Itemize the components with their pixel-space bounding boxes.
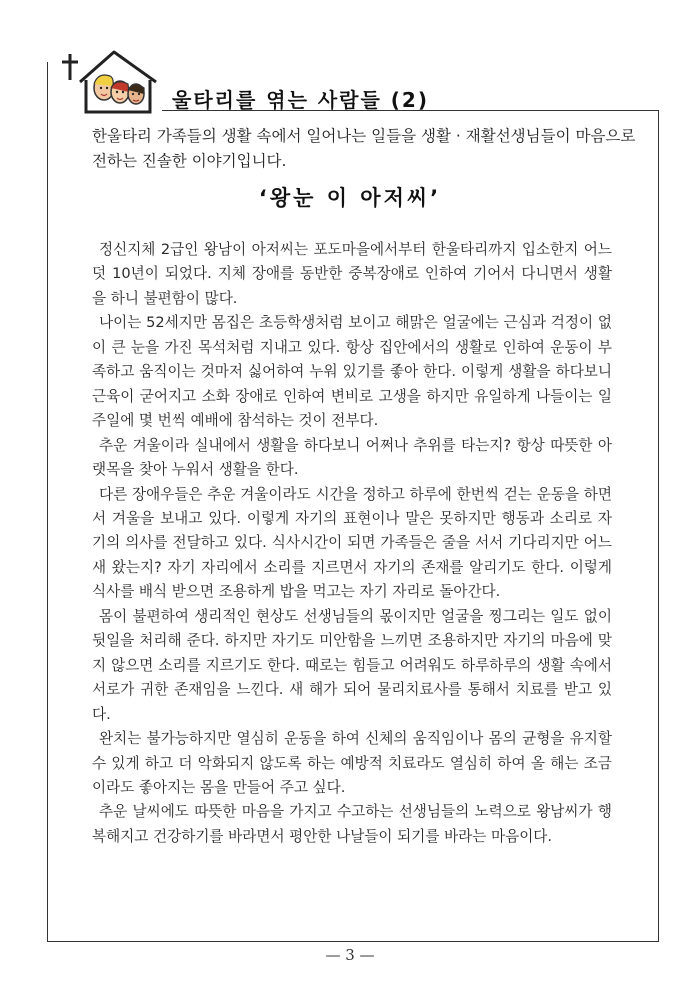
page-number: — 3 —	[325, 946, 375, 964]
story-paragraph: 정신지체 2급인 왕남이 아저씨는 포도마을에서부터 한울타리까지 입소한지 어느 덧 10년이 되었다. 지체 장애를 동반한 중복장애로 인하여 기어서 다니면서 생활을 하니 불편함이 많다.	[92, 241, 612, 307]
intro-paragraph: 한울타리 가족들의 생활 속에서 일어나는 일들을 생활 · 재활선생님들이 마음으로 전하는 진솔한 이야기입니다.	[92, 127, 636, 170]
page-frame-bottom	[47, 941, 659, 942]
story-body	[92, 238, 612, 849]
story-title: ‘왕눈 이 아저씨’	[258, 186, 442, 210]
story-paragraph: 추운 겨울이라 실내에서 생활을 하다보니 어쩌나 추위를 타는지? 항상 따뜻한 아랫목을 찾아 누워서 생활을 한다.	[92, 436, 612, 479]
story-paragraph: 다른 장애우들은 추운 겨울이라도 시간을 정하고 하루에 한번씩 걷는 운동을 하면서 겨울을 보내고 있다. 이렇게 자기의 표현이나 말은 못하지만 행동과 소리로 자기의 의사를 전달하고 있다. 식사시간이 되면 가족들은 줄을 서서 기다리지만 어느 새 왔는지? 자기 자리에서 소리를 지르면서 자기의 존재를 알리기도 한다. 이렇게 식사를 배식 받으면 조용하게 밥을 먹고는 자기 자리로 돌아간다.	[92, 485, 612, 601]
story-paragraph: 나이는 52세지만 몸집은 초등학생처럼 보이고 해맑은 얼굴에는 근심과 걱정이 없이 큰 눈을 가진 목석처럼 지내고 있다. 항상 집안에서의 생활로 인하여 운동이 부족하고 움직이는 것마저 싫어하여 누워 있기를 좋아 한다. 이렇게 생활을 하다보니 근육이 굳어지고 소화 장애로 인하여 변비로 고생을 하지만 유일하게 나들이는 일주일에 몇 번씩 예배에 참석하는 것이 전부다.	[92, 314, 612, 430]
section-title: 울타리를 엮는 사람들 (2)	[172, 88, 429, 112]
story-paragraph: 몸이 불편하여 생리적인 현상도 선생님들의 몫이지만 얼굴을 찡그리는 일도 없이 뒷일을 처리해 준다. 하지만 자기도 미안함을 느끼면 조용하지만 자기의 마음에 맞지 않으면 소리를 지르기도 한다. 때로는 힘들고 어려워도 하루하루의 생활 속에서 서로가 귀한 존재임을 느낀다. 새 해가 되어 물리치료사를 통해서 치료를 받고 있다.	[92, 607, 612, 723]
page-frame-right	[658, 110, 659, 942]
story-paragraph: 완치는 불가능하지만 열심히 운동을 하여 신체의 움직임이나 몸의 균형을 유지할 수 있게 하고 더 악화되지 않도록 하는 예방적 치료라도 열심히 하여 올 해는 조금이라도 좋아지는 몸을 만들어 주고 싶다.	[92, 730, 612, 796]
story-paragraph: 추운 날씨에도 따뜻한 마음을 가지고 수고하는 선생님들의 노력으로 왕남씨가 행복해지고 건강하기를 바라면서 평안한 나날들이 되기를 바라는 마음이다.	[92, 803, 612, 845]
family-house-cross-icon	[58, 46, 168, 116]
